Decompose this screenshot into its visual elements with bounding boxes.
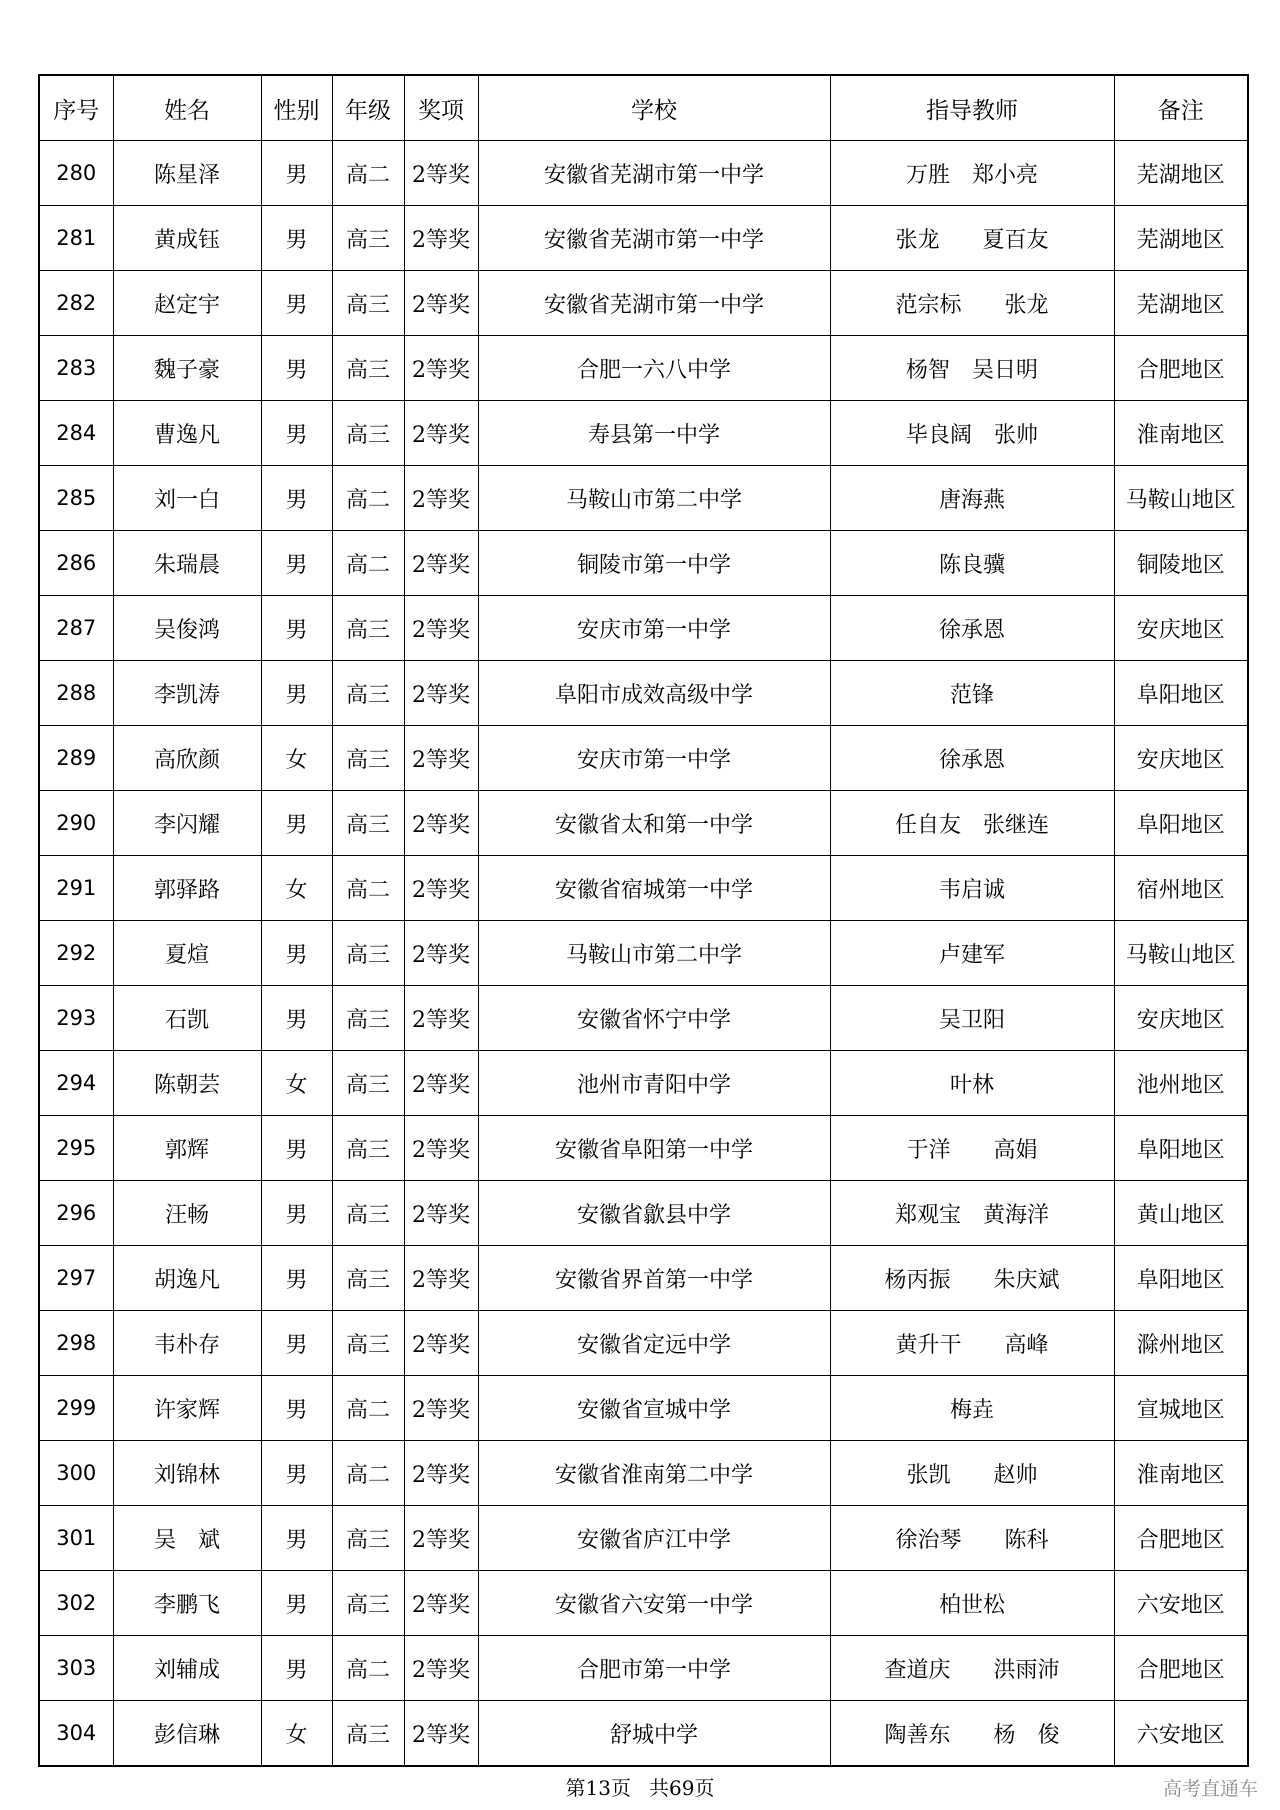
cell-gender: 男 bbox=[261, 1246, 332, 1311]
cell-name: 石凯 bbox=[113, 986, 261, 1051]
cell-name: 许家辉 bbox=[113, 1376, 261, 1441]
cell-teacher: 张龙 夏百友 bbox=[830, 206, 1114, 271]
table-header-row bbox=[39, 75, 1248, 141]
cell-award: 2等奖 bbox=[404, 401, 478, 466]
cell-award: 2等奖 bbox=[404, 726, 478, 791]
cell-index: 297 bbox=[39, 1246, 113, 1311]
cell-index: 294 bbox=[39, 1051, 113, 1116]
cell-name: 李闪耀 bbox=[113, 791, 261, 856]
cell-name: 曹逸凡 bbox=[113, 401, 261, 466]
page-footer bbox=[0, 1772, 1280, 1801]
cell-name: 刘辅成 bbox=[113, 1636, 261, 1701]
cell-school: 安徽省庐江中学 bbox=[478, 1506, 830, 1571]
award-table bbox=[38, 74, 1249, 1767]
cell-gender: 男 bbox=[261, 1506, 332, 1571]
table-row bbox=[39, 1116, 1248, 1181]
cell-school: 安徽省阜阳第一中学 bbox=[478, 1116, 830, 1181]
cell-remark: 六安地区 bbox=[1114, 1701, 1248, 1767]
cell-award: 2等奖 bbox=[404, 466, 478, 531]
cell-remark: 阜阳地区 bbox=[1114, 661, 1248, 726]
header-grade: 年级 bbox=[332, 75, 404, 141]
cell-index: 302 bbox=[39, 1571, 113, 1636]
cell-teacher: 叶林 bbox=[830, 1051, 1114, 1116]
cell-remark: 芜湖地区 bbox=[1114, 271, 1248, 336]
cell-school: 阜阳市成效高级中学 bbox=[478, 661, 830, 726]
cell-award: 2等奖 bbox=[404, 336, 478, 401]
cell-award: 2等奖 bbox=[404, 206, 478, 271]
table-row bbox=[39, 1441, 1248, 1506]
cell-remark: 池州地区 bbox=[1114, 1051, 1248, 1116]
cell-award: 2等奖 bbox=[404, 791, 478, 856]
cell-name: 刘锦林 bbox=[113, 1441, 261, 1506]
cell-index: 298 bbox=[39, 1311, 113, 1376]
cell-school: 安徽省定远中学 bbox=[478, 1311, 830, 1376]
table-row bbox=[39, 1636, 1248, 1701]
cell-school: 安徽省怀宁中学 bbox=[478, 986, 830, 1051]
cell-award: 2等奖 bbox=[404, 1051, 478, 1116]
cell-teacher: 任自友 张继连 bbox=[830, 791, 1114, 856]
cell-grade: 高二 bbox=[332, 1376, 404, 1441]
table-row bbox=[39, 596, 1248, 661]
cell-school: 安徽省六安第一中学 bbox=[478, 1571, 830, 1636]
table-row bbox=[39, 661, 1248, 726]
cell-gender: 男 bbox=[261, 531, 332, 596]
cell-gender: 男 bbox=[261, 791, 332, 856]
cell-name: 郭辉 bbox=[113, 1116, 261, 1181]
cell-award: 2等奖 bbox=[404, 921, 478, 986]
cell-name: 赵定宇 bbox=[113, 271, 261, 336]
cell-remark: 马鞍山地区 bbox=[1114, 921, 1248, 986]
cell-index: 281 bbox=[39, 206, 113, 271]
header-teacher: 指导教师 bbox=[830, 75, 1114, 141]
cell-gender: 男 bbox=[261, 401, 332, 466]
cell-teacher: 万胜 郑小亮 bbox=[830, 141, 1114, 206]
table-body bbox=[39, 141, 1248, 1767]
cell-name: 刘一白 bbox=[113, 466, 261, 531]
cell-teacher: 唐海燕 bbox=[830, 466, 1114, 531]
header-name: 姓名 bbox=[113, 75, 261, 141]
cell-gender: 男 bbox=[261, 596, 332, 661]
table-row bbox=[39, 531, 1248, 596]
cell-index: 287 bbox=[39, 596, 113, 661]
cell-index: 285 bbox=[39, 466, 113, 531]
cell-gender: 男 bbox=[261, 1571, 332, 1636]
cell-gender: 女 bbox=[261, 726, 332, 791]
cell-remark: 铜陵地区 bbox=[1114, 531, 1248, 596]
table-row bbox=[39, 401, 1248, 466]
cell-name: 韦朴存 bbox=[113, 1311, 261, 1376]
cell-teacher: 于洋 高娟 bbox=[830, 1116, 1114, 1181]
table-row bbox=[39, 856, 1248, 921]
cell-award: 2等奖 bbox=[404, 596, 478, 661]
cell-remark: 合肥地区 bbox=[1114, 1506, 1248, 1571]
cell-teacher: 陶善东 杨 俊 bbox=[830, 1701, 1114, 1767]
cell-gender: 女 bbox=[261, 1701, 332, 1767]
cell-remark: 淮南地区 bbox=[1114, 401, 1248, 466]
cell-award: 2等奖 bbox=[404, 1441, 478, 1506]
cell-gender: 男 bbox=[261, 1376, 332, 1441]
cell-remark: 宣城地区 bbox=[1114, 1376, 1248, 1441]
cell-award: 2等奖 bbox=[404, 661, 478, 726]
cell-remark: 合肥地区 bbox=[1114, 336, 1248, 401]
cell-grade: 高三 bbox=[332, 726, 404, 791]
cell-name: 黄成钰 bbox=[113, 206, 261, 271]
cell-remark: 安庆地区 bbox=[1114, 726, 1248, 791]
table-row bbox=[39, 1376, 1248, 1441]
cell-name: 陈星泽 bbox=[113, 141, 261, 206]
cell-grade: 高三 bbox=[332, 1701, 404, 1767]
header-gender: 性别 bbox=[261, 75, 332, 141]
cell-gender: 男 bbox=[261, 1181, 332, 1246]
cell-teacher: 柏世松 bbox=[830, 1571, 1114, 1636]
cell-award: 2等奖 bbox=[404, 986, 478, 1051]
table-row bbox=[39, 336, 1248, 401]
cell-index: 296 bbox=[39, 1181, 113, 1246]
cell-school: 合肥市第一中学 bbox=[478, 1636, 830, 1701]
cell-award: 2等奖 bbox=[404, 1311, 478, 1376]
cell-index: 295 bbox=[39, 1116, 113, 1181]
cell-grade: 高三 bbox=[332, 661, 404, 726]
cell-award: 2等奖 bbox=[404, 1116, 478, 1181]
cell-index: 300 bbox=[39, 1441, 113, 1506]
cell-award: 2等奖 bbox=[404, 271, 478, 336]
cell-gender: 男 bbox=[261, 1311, 332, 1376]
cell-name: 李凯涛 bbox=[113, 661, 261, 726]
header-award: 奖项 bbox=[404, 75, 478, 141]
cell-teacher: 范锋 bbox=[830, 661, 1114, 726]
cell-gender: 男 bbox=[261, 921, 332, 986]
table-row bbox=[39, 1246, 1248, 1311]
cell-grade: 高二 bbox=[332, 531, 404, 596]
cell-remark: 芜湖地区 bbox=[1114, 206, 1248, 271]
cell-index: 303 bbox=[39, 1636, 113, 1701]
header-remark: 备注 bbox=[1114, 75, 1248, 141]
cell-index: 283 bbox=[39, 336, 113, 401]
cell-remark: 马鞍山地区 bbox=[1114, 466, 1248, 531]
cell-index: 291 bbox=[39, 856, 113, 921]
cell-award: 2等奖 bbox=[404, 531, 478, 596]
cell-grade: 高三 bbox=[332, 921, 404, 986]
cell-index: 299 bbox=[39, 1376, 113, 1441]
cell-grade: 高三 bbox=[332, 1311, 404, 1376]
cell-school: 安徽省淮南第二中学 bbox=[478, 1441, 830, 1506]
table-row bbox=[39, 726, 1248, 791]
cell-award: 2等奖 bbox=[404, 1246, 478, 1311]
table-row bbox=[39, 141, 1248, 206]
cell-school: 安徽省芜湖市第一中学 bbox=[478, 271, 830, 336]
cell-name: 魏子豪 bbox=[113, 336, 261, 401]
cell-name: 彭信琳 bbox=[113, 1701, 261, 1767]
cell-school: 安徽省芜湖市第一中学 bbox=[478, 141, 830, 206]
cell-index: 286 bbox=[39, 531, 113, 596]
cell-remark: 合肥地区 bbox=[1114, 1636, 1248, 1701]
cell-teacher: 黄升干 高峰 bbox=[830, 1311, 1114, 1376]
cell-index: 301 bbox=[39, 1506, 113, 1571]
cell-teacher: 韦启诚 bbox=[830, 856, 1114, 921]
cell-grade: 高二 bbox=[332, 1441, 404, 1506]
cell-name: 郭驿路 bbox=[113, 856, 261, 921]
cell-gender: 女 bbox=[261, 856, 332, 921]
cell-grade: 高三 bbox=[332, 206, 404, 271]
cell-name: 吴 斌 bbox=[113, 1506, 261, 1571]
cell-teacher: 徐承恩 bbox=[830, 726, 1114, 791]
header-index: 序号 bbox=[39, 75, 113, 141]
cell-grade: 高二 bbox=[332, 1636, 404, 1701]
cell-teacher: 杨智 吴日明 bbox=[830, 336, 1114, 401]
cell-index: 284 bbox=[39, 401, 113, 466]
cell-teacher: 毕良阔 张帅 bbox=[830, 401, 1114, 466]
cell-index: 280 bbox=[39, 141, 113, 206]
cell-grade: 高三 bbox=[332, 1116, 404, 1181]
cell-remark: 淮南地区 bbox=[1114, 1441, 1248, 1506]
cell-award: 2等奖 bbox=[404, 141, 478, 206]
cell-school: 合肥一六八中学 bbox=[478, 336, 830, 401]
cell-remark: 阜阳地区 bbox=[1114, 1116, 1248, 1181]
cell-school: 安徽省界首第一中学 bbox=[478, 1246, 830, 1311]
cell-school: 池州市青阳中学 bbox=[478, 1051, 830, 1116]
cell-gender: 男 bbox=[261, 141, 332, 206]
cell-award: 2等奖 bbox=[404, 1701, 478, 1767]
cell-school: 马鞍山市第二中学 bbox=[478, 921, 830, 986]
cell-award: 2等奖 bbox=[404, 1506, 478, 1571]
table-row bbox=[39, 1181, 1248, 1246]
cell-school: 马鞍山市第二中学 bbox=[478, 466, 830, 531]
cell-award: 2等奖 bbox=[404, 1636, 478, 1701]
cell-school: 安徽省宿城第一中学 bbox=[478, 856, 830, 921]
cell-grade: 高三 bbox=[332, 336, 404, 401]
table-row bbox=[39, 986, 1248, 1051]
cell-index: 288 bbox=[39, 661, 113, 726]
cell-gender: 男 bbox=[261, 661, 332, 726]
cell-grade: 高三 bbox=[332, 271, 404, 336]
cell-school: 安徽省歙县中学 bbox=[478, 1181, 830, 1246]
cell-school: 铜陵市第一中学 bbox=[478, 531, 830, 596]
table-row bbox=[39, 1311, 1248, 1376]
table-row bbox=[39, 1506, 1248, 1571]
cell-grade: 高三 bbox=[332, 1181, 404, 1246]
cell-index: 292 bbox=[39, 921, 113, 986]
cell-grade: 高三 bbox=[332, 1051, 404, 1116]
table-row bbox=[39, 271, 1248, 336]
cell-teacher: 吴卫阳 bbox=[830, 986, 1114, 1051]
cell-name: 高欣颜 bbox=[113, 726, 261, 791]
cell-grade: 高三 bbox=[332, 1571, 404, 1636]
cell-grade: 高三 bbox=[332, 791, 404, 856]
watermark: 高考直通车 bbox=[1162, 1778, 1258, 1800]
table-row bbox=[39, 921, 1248, 986]
cell-teacher: 杨丙振 朱庆斌 bbox=[830, 1246, 1114, 1311]
cell-teacher: 张凯 赵帅 bbox=[830, 1441, 1114, 1506]
cell-teacher: 陈良骥 bbox=[830, 531, 1114, 596]
cell-teacher: 徐承恩 bbox=[830, 596, 1114, 661]
cell-remark: 芜湖地区 bbox=[1114, 141, 1248, 206]
cell-index: 289 bbox=[39, 726, 113, 791]
cell-school: 安庆市第一中学 bbox=[478, 726, 830, 791]
table-row bbox=[39, 1571, 1248, 1636]
cell-name: 陈朝芸 bbox=[113, 1051, 261, 1116]
table-row bbox=[39, 791, 1248, 856]
cell-gender: 男 bbox=[261, 1636, 332, 1701]
cell-index: 293 bbox=[39, 986, 113, 1051]
cell-school: 舒城中学 bbox=[478, 1701, 830, 1767]
cell-remark: 滁州地区 bbox=[1114, 1311, 1248, 1376]
cell-name: 胡逸凡 bbox=[113, 1246, 261, 1311]
cell-teacher: 徐治琴 陈科 bbox=[830, 1506, 1114, 1571]
cell-teacher: 范宗标 张龙 bbox=[830, 271, 1114, 336]
cell-name: 朱瑞晨 bbox=[113, 531, 261, 596]
cell-remark: 阜阳地区 bbox=[1114, 791, 1248, 856]
header-school: 学校 bbox=[478, 75, 830, 141]
cell-award: 2等奖 bbox=[404, 1181, 478, 1246]
cell-grade: 高三 bbox=[332, 401, 404, 466]
cell-grade: 高三 bbox=[332, 986, 404, 1051]
cell-name: 夏煊 bbox=[113, 921, 261, 986]
cell-index: 304 bbox=[39, 1701, 113, 1767]
cell-name: 李鹏飞 bbox=[113, 1571, 261, 1636]
cell-grade: 高二 bbox=[332, 466, 404, 531]
cell-grade: 高三 bbox=[332, 596, 404, 661]
cell-index: 290 bbox=[39, 791, 113, 856]
table-row bbox=[39, 466, 1248, 531]
cell-school: 寿县第一中学 bbox=[478, 401, 830, 466]
cell-index: 282 bbox=[39, 271, 113, 336]
cell-award: 2等奖 bbox=[404, 1376, 478, 1441]
cell-gender: 女 bbox=[261, 1051, 332, 1116]
cell-grade: 高三 bbox=[332, 1506, 404, 1571]
cell-name: 吴俊鸿 bbox=[113, 596, 261, 661]
cell-name: 汪畅 bbox=[113, 1181, 261, 1246]
table-row bbox=[39, 1701, 1248, 1767]
cell-gender: 男 bbox=[261, 1441, 332, 1506]
cell-remark: 安庆地区 bbox=[1114, 596, 1248, 661]
cell-gender: 男 bbox=[261, 466, 332, 531]
cell-gender: 男 bbox=[261, 986, 332, 1051]
cell-remark: 安庆地区 bbox=[1114, 986, 1248, 1051]
cell-award: 2等奖 bbox=[404, 1571, 478, 1636]
cell-teacher: 查道庆 洪雨沛 bbox=[830, 1636, 1114, 1701]
cell-teacher: 卢建军 bbox=[830, 921, 1114, 986]
cell-teacher: 梅垚 bbox=[830, 1376, 1114, 1441]
cell-gender: 男 bbox=[261, 336, 332, 401]
cell-remark: 六安地区 bbox=[1114, 1571, 1248, 1636]
cell-remark: 阜阳地区 bbox=[1114, 1246, 1248, 1311]
cell-gender: 男 bbox=[261, 271, 332, 336]
cell-award: 2等奖 bbox=[404, 856, 478, 921]
cell-school: 安庆市第一中学 bbox=[478, 596, 830, 661]
page-number: 第13页 bbox=[565, 1776, 631, 1800]
cell-grade: 高二 bbox=[332, 141, 404, 206]
table-row bbox=[39, 206, 1248, 271]
cell-remark: 宿州地区 bbox=[1114, 856, 1248, 921]
cell-school: 安徽省太和第一中学 bbox=[478, 791, 830, 856]
cell-grade: 高二 bbox=[332, 856, 404, 921]
table-row bbox=[39, 1051, 1248, 1116]
cell-school: 安徽省芜湖市第一中学 bbox=[478, 206, 830, 271]
page-total: 共69页 bbox=[649, 1776, 715, 1800]
cell-gender: 男 bbox=[261, 206, 332, 271]
cell-school: 安徽省宣城中学 bbox=[478, 1376, 830, 1441]
cell-remark: 黄山地区 bbox=[1114, 1181, 1248, 1246]
cell-teacher: 郑观宝 黄海洋 bbox=[830, 1181, 1114, 1246]
cell-grade: 高三 bbox=[332, 1246, 404, 1311]
cell-gender: 男 bbox=[261, 1116, 332, 1181]
